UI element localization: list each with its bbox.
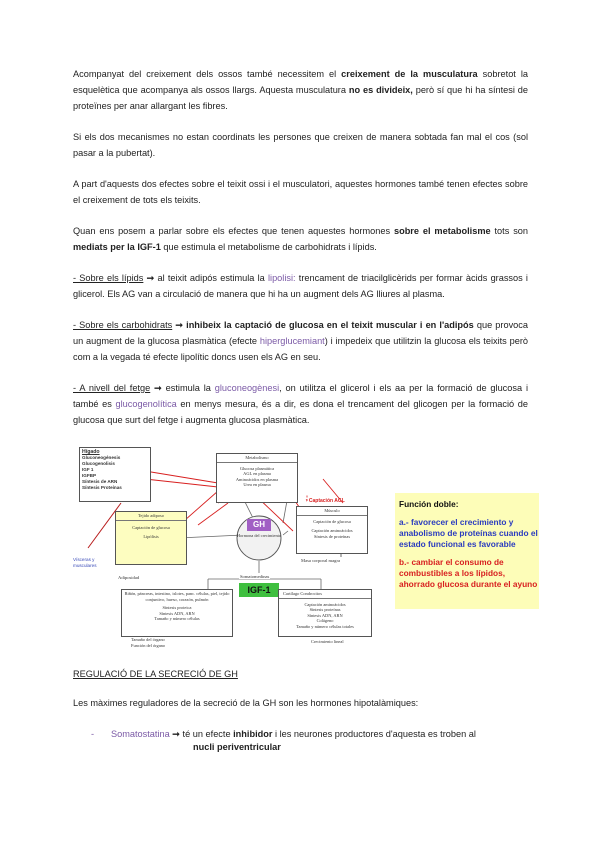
visceras-label: Vísceras y musculares — [73, 557, 97, 568]
paragraph-lipids: - Sobre els lípids ➞ al teixit adipós estimula la lipolisi: trencament de triacilglicèrids per formar àcids grassos i glicerol. Els AG van a circulació de manera que hi ha un augment dels AG lliures al plasma. — [73, 273, 528, 299]
somatomedinas-label: Somatomedinas — [240, 574, 270, 579]
paragraph-metabolism: Quan ens posem a parlar sobre els efectes que tenen aquestes hormones sobre el metabolisme tots son mediats per la IGF-1 que estimula el metabolisme de carbohidrats i lípids. — [73, 226, 529, 252]
arrow-icon: ➞ — [172, 320, 187, 330]
igf-1-label: IGF-1 — [239, 583, 279, 597]
arrow-icon: ➞ — [150, 383, 166, 393]
organo-labels: Tamaño del órgano Función del órgano — [131, 637, 166, 648]
paragraph-musculature: Acompanyat del creixement dels ossos també necessitem el creixement de la musculatura sobretot la esquelètica que acompanya als ossos llargs. Aquesta musculatura no es divideix, però sí que hi ha síntesi de proteïnes per anar allargant les fibres. — [73, 69, 528, 111]
arrow-icon: ➞ — [143, 273, 158, 283]
higado-box: Hígado Gluconeogénesis Glucogenolisis IGF 1 IGFBP Síntesis de ARN Síntesis Proteínas — [79, 447, 151, 502]
gh-label: GH — [247, 519, 271, 531]
nucli-periventricular: nucli periventricular — [193, 742, 281, 752]
metabolismo-box: Metabolismo Glucosa plasmática AGL en plasma Aminoácidos en plasma Urea en plasma — [216, 453, 298, 503]
crecimiento-lineal-label: Crecimiento lineal — [311, 639, 344, 644]
arrow-icon: ➞ — [169, 729, 183, 739]
tejido-adiposo-box: Tejido adiposo Captación de glucosa Lipólisis — [115, 511, 187, 565]
gh-effects-diagram — [73, 443, 538, 651]
section-heading: REGULACIÓ DE LA SECRECIÓ DE GH — [73, 669, 238, 679]
musculo-box: Músculo Captación de glucosa Captación aminoácidos Síntesis de proteínas — [296, 506, 368, 554]
masa-corporal-label: Masa corporal magra — [301, 558, 341, 563]
paragraph-coordination: Si els dos mecanismes no estan coordinats les persones que creixen de manera sobtada fan mal el cos (sol pasar a la pubertat). — [73, 132, 528, 158]
adiposidad-label: Adiposidad — [118, 575, 140, 580]
funcion-doble-box: Función doble: a.- favorecer el crecimiento y anabolismo de proteínas cuando el estado funcional es favorable b.- cambiar el consumo de combustibles a los lípidos, ahorrado glucosa durante el ayuno — [395, 493, 539, 609]
organos-box: Riñón, páncreas, intestino, islotes, panc. células, piel, tejido conjuntivo, hueso, corazón, pulmón Síntesis proteica Síntesis ADN, ARN Tamaño y número células — [121, 589, 233, 637]
bullet-somatostatina: - Somatostatina ➞ té un efecte inhibidor i les neurones productores d'aquesta es troben al — [91, 729, 476, 739]
document-page — [73, 66, 538, 752]
cartilago-box: Cartílago Condrocitos Captación aminoácidos Síntesis proteínas Síntesis ADN, ARN Colágeno Tamaño y número células totales — [278, 589, 372, 637]
paragraph-liver: - A nivell del fetge ➞ estimula la gluconeogènesi, on utilitza el glicerol i els aa per la formació de glucosa i també es glucogenolítica en menys mesura, és a dir, es dona el trencament del glicogen per la formació de glucosa que surt del fetge i augmenta glucosa plasmàtica. — [73, 383, 528, 425]
gh-sublabel: Hormona del crecimiento — [237, 533, 281, 538]
paragraph-tissues: A part d'aquests dos efectes sobre el teixit ossi i el musculatori, aquestes hormones també tenen efectes sobre el creixement de tots els teixits. — [73, 179, 528, 205]
captacion-agl-label: ↑ Captación AGL — [305, 498, 345, 504]
paragraph-regulators: Les màximes reguladores de la secreció de la GH son les hormones hipotalàmiques: — [73, 698, 419, 708]
paragraph-carbohydrates: - Sobre els carbohidrats ➞ inhibeix la captació de glucosa en el teixit muscular i en l'adipós que provoca un augment de la glucosa plasmàtica (efecte hiperglucemiant) i impedeix que utilitzin la glucosa els teixits però com a la vegada té efecte lipolític doncs usen els AG en seu. — [73, 320, 528, 362]
